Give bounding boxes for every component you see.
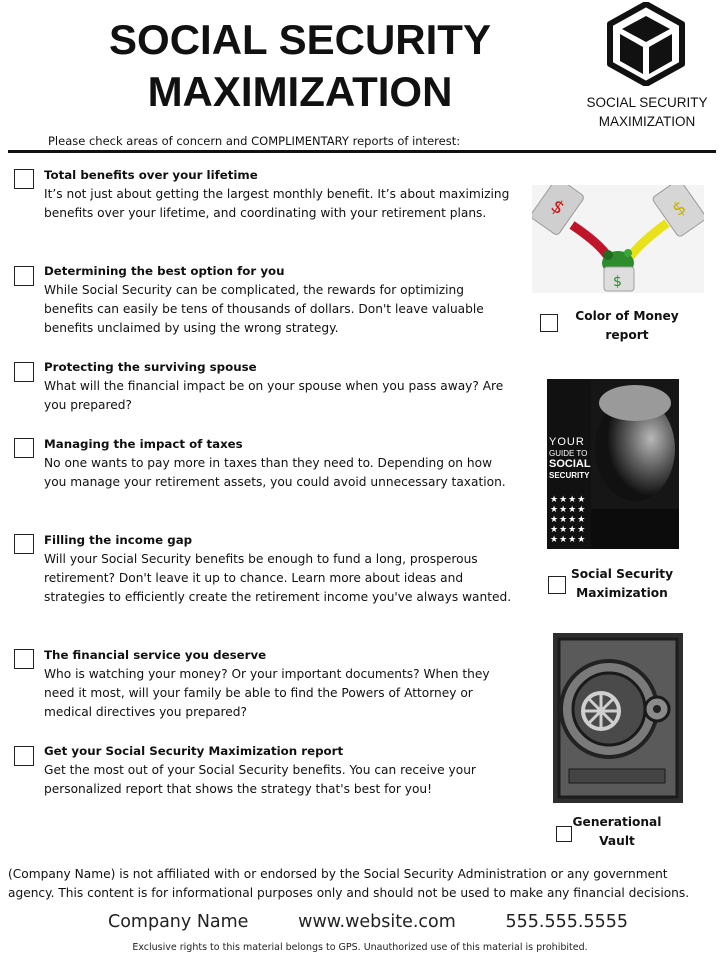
company-name: Company Name	[108, 912, 249, 932]
paint-buckets-money-image	[532, 185, 704, 293]
page-title: SOCIAL SECURITY MAXIMIZATION	[109, 16, 491, 115]
concern-body: It’s not just about getting the largest monthly benefit. It’s about maximizing benefits over your lifetime, and coordinating with your retirement plans.	[44, 187, 510, 221]
concern-heading: Get your Social Security Maximization report	[44, 744, 344, 758]
report-checkbox-social-security-maximization[interactable]	[548, 576, 566, 594]
concern-item	[44, 262, 514, 339]
concern-checkbox-surviving-spouse[interactable]	[14, 362, 34, 382]
svg-text:$: $	[546, 195, 569, 220]
phone-number: 555.555.5555	[505, 912, 628, 932]
concern-body: Get the most out of your Social Security benefits. You can receive your personalized report that shows the strategy that's best for you!	[44, 763, 476, 797]
vault-door-image	[553, 633, 683, 803]
stars-pattern: ★★★★ ★★★★ ★★★★ ★★★★ ★★★★	[550, 495, 587, 545]
concern-checkbox-income-gap[interactable]	[14, 534, 34, 554]
concern-item	[44, 435, 514, 492]
concern-checkbox-taxes[interactable]	[14, 438, 34, 458]
book-cover-text: SOCIAL	[549, 458, 591, 470]
concern-item	[44, 166, 514, 223]
disclaimer-text: (Company Name) is not affiliated with or endorsed by the Social Security Administration or any government agency. This content is for informational purposes only and should not be used to make any financial decisions.	[8, 867, 690, 900]
report-label: Color of Money report	[575, 309, 679, 342]
report-label: Social Security Maximization	[570, 567, 674, 600]
cube-box-icon	[606, 2, 686, 86]
concern-item	[44, 742, 514, 799]
concern-heading: The financial service you deserve	[44, 648, 267, 662]
svg-text:$: $	[668, 196, 691, 221]
concern-body: No one wants to pay more in taxes than they need to. Depending on how you manage your retirement assets, you could avoid unnecessary taxation.	[44, 456, 506, 490]
concern-body: While Social Security can be complicated, the rewards for optimizing benefits can easily be tens of thousands of dollars. Don't leave valuable benefits unclaimed by using the wrong strategy.	[44, 283, 484, 336]
logo-text: SOCIAL SECURITY MAXIMIZATION	[586, 95, 708, 129]
page-subtitle: Please check areas of concern and COMPLIMENTARY reports of interest:	[48, 134, 461, 148]
concern-heading: Total benefits over your lifetime	[44, 168, 258, 182]
concern-checkbox-lifetime-benefits[interactable]	[14, 169, 34, 189]
book-cover-text: GUIDE TO	[549, 449, 588, 458]
concern-item	[44, 646, 514, 723]
concern-heading: Determining the best option for you	[44, 264, 285, 278]
header-divider	[8, 150, 716, 153]
concern-body: What will the financial impact be on your spouse when you pass away? Are you prepared?	[44, 379, 504, 413]
concern-heading: Protecting the surviving spouse	[44, 360, 257, 374]
concern-checkbox-financial-service[interactable]	[14, 649, 34, 669]
concern-checkbox-best-option[interactable]	[14, 266, 34, 286]
book-cover-portrait-image	[547, 379, 679, 549]
svg-text:$: $	[613, 274, 622, 290]
rights-notice: Exclusive rights to this material belongs to GPS. Unauthorized use of this material is prohibited.	[132, 942, 588, 953]
concern-heading: Filling the income gap	[44, 533, 193, 547]
report-label: Generational Vault	[572, 815, 662, 848]
report-checkbox-color-of-money[interactable]	[540, 314, 558, 332]
concern-heading: Managing the impact of taxes	[44, 437, 243, 451]
book-cover-text: SECURITY	[549, 471, 590, 480]
concern-checkbox-maximization-report[interactable]	[14, 746, 34, 766]
concern-item	[44, 531, 514, 608]
concern-body: Who is watching your money? Or your important documents? When they need it most, will your family be able to find the Powers of Attorney or medical directives you prepared?	[44, 667, 490, 720]
concern-body: Will your Social Security benefits be enough to fund a long, prosperous retirement? Don't leave it up to chance. Learn more about ideas and strategies to efficiently create the retirement income you've always wanted.	[44, 552, 512, 605]
contact-line	[108, 912, 628, 932]
website-link[interactable]: www.website.com	[298, 912, 456, 932]
concern-item	[44, 358, 514, 415]
book-cover-text: YOUR	[549, 436, 585, 448]
